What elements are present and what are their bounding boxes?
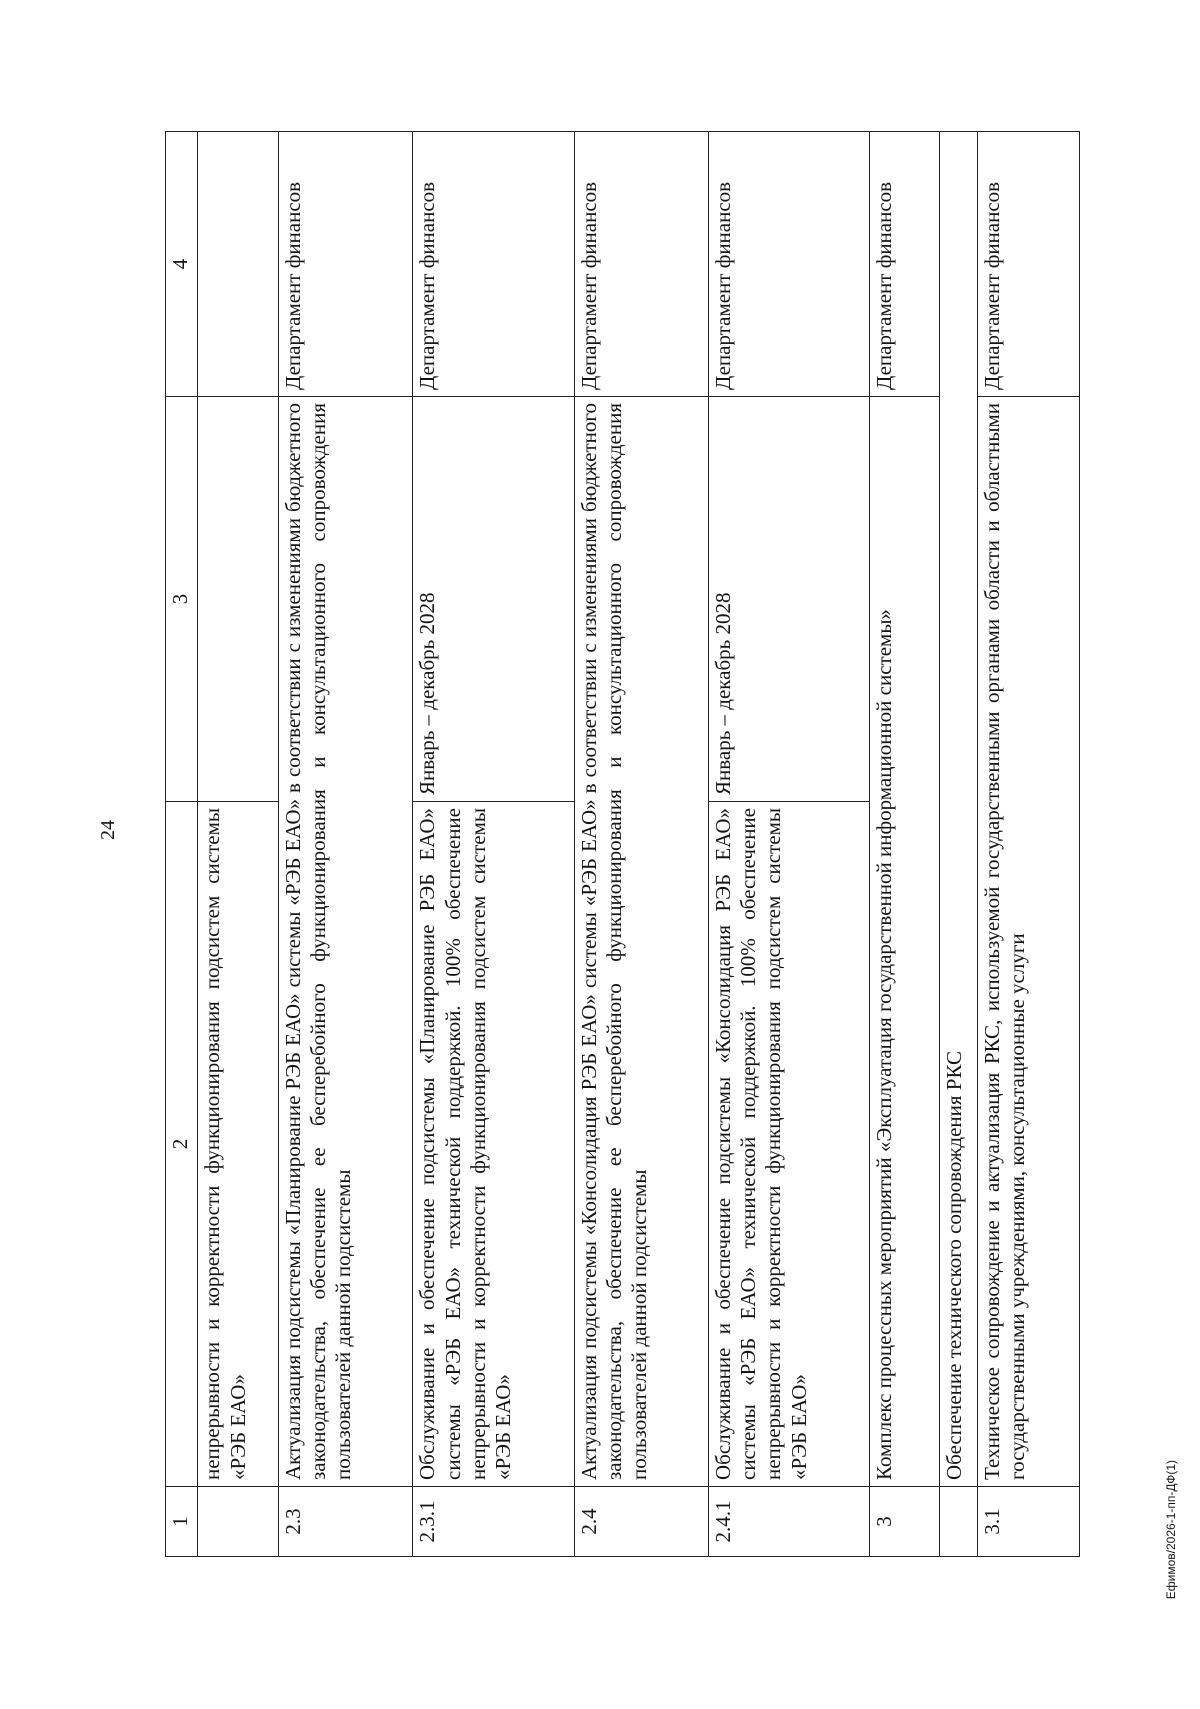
column-header: 3 (166, 397, 198, 802)
row-department: Департамент финансов (709, 132, 870, 397)
plan-table-wrapper (165, 132, 1080, 1557)
row-text: непрерывности и корректности функционирования подсистем системы «РЭБ ЕАО» (198, 802, 279, 1487)
row-text: Актуализация подсистемы «Консолидация РЭБ ЕАО» системы «РЭБ ЕАО» в соответствии с изменениями бюджетного законодательства, обеспечение ее бесперебойного функционирования и консультационного сопровождения пользователей данной подсистемы (574, 397, 708, 1487)
row-number: 3 (870, 1487, 940, 1557)
table-row (709, 132, 870, 1557)
row-number: 2.4 (574, 1487, 708, 1557)
row-text: Обслуживание и обеспечение подсистемы «Планирование РЭБ ЕАО» системы «РЭБ ЕАО» технической поддержкой. 100% обеспечение непрерывности и корректности функционирования подсистем системы «РЭБ ЕАО» (413, 802, 574, 1487)
row-department: Департамент финансов (279, 132, 413, 397)
row-text: Обслуживание и обеспечение подсистемы «Консолидация РЭБ ЕАО» системы «РЭБ ЕАО» технической поддержкой. 100% обеспечение непрерывности и корректности функционирования подсистем системы «РЭБ ЕАО» (709, 802, 870, 1487)
row-number: 3.1 (977, 1487, 1079, 1557)
row-text: Актуализация подсистемы «Планирование РЭБ ЕАО» системы «РЭБ ЕАО» в соответствии с изменениями бюджетного законодательства, обеспечение ее бесперебойного функционирования и консультационного сопровождения пользователей данной подсистемы (279, 397, 413, 1487)
row-department (198, 132, 279, 397)
row-department: Департамент финансов (977, 132, 1079, 397)
row-number: 2.3.1 (413, 1487, 574, 1557)
row-number (940, 1487, 978, 1557)
row-text: Комплекс процессных мероприятий «Эксплуатация государственной информационной системы» (870, 397, 940, 1487)
table-row (279, 132, 413, 1557)
row-department: Департамент финансов (413, 132, 574, 397)
page-number: 24 (97, 820, 119, 840)
row-period: Январь – декабрь 2028 (413, 397, 574, 802)
row-department: Департамент финансов (574, 132, 708, 397)
table-row (870, 132, 940, 1557)
plan-table (165, 131, 1080, 1557)
table-row (198, 132, 279, 1557)
row-number (198, 1487, 279, 1557)
table-row (413, 132, 574, 1557)
column-header: 2 (166, 802, 198, 1487)
row-text: Обеспечение технического сопровождения РКС (940, 132, 978, 1487)
row-department: Департамент финансов (870, 132, 940, 397)
row-number: 2.3 (279, 1487, 413, 1557)
table-row (977, 132, 1079, 1557)
column-header: 1 (166, 1487, 198, 1557)
column-header: 4 (166, 132, 198, 397)
row-number: 2.4.1 (709, 1487, 870, 1557)
document-code: Ефимов/2026-1-пп-ДФ(1) (1164, 1460, 1178, 1600)
row-period: Январь – декабрь 2028 (709, 397, 870, 802)
table-header-row (166, 132, 198, 1557)
row-text: Техническое сопровождение и актуализация РКС, используемой государственными органами области и областными государственными учреждениями, консультационные услуги (977, 397, 1079, 1487)
table-row (574, 132, 708, 1557)
row-period (198, 397, 279, 802)
table-row (940, 132, 978, 1557)
